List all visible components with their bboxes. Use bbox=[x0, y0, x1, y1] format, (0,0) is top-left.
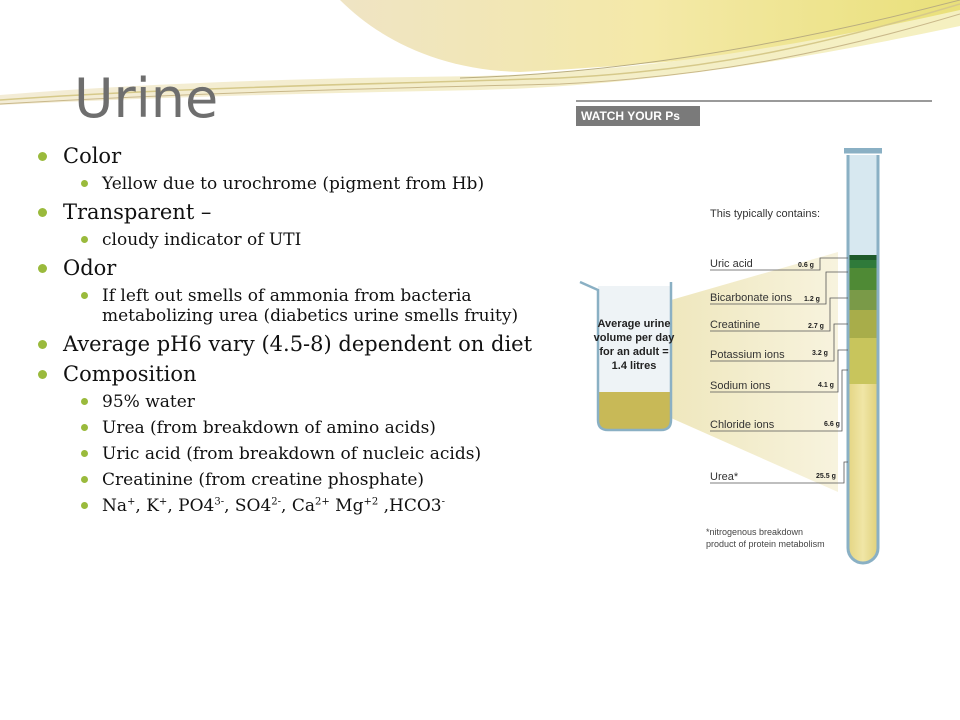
bullet-text: Urea (from breakdown of amino acids) bbox=[102, 418, 436, 438]
band-uric-acid bbox=[848, 255, 878, 260]
contains-label: This typically contains: bbox=[710, 208, 821, 220]
component-name: Sodium ions bbox=[710, 380, 771, 392]
bullet-text: Uric acid (from breakdown of nucleic acids) bbox=[102, 444, 482, 464]
bullet-dot bbox=[81, 398, 88, 405]
figure-canvas bbox=[576, 100, 932, 570]
sub-bullet-ammonia bbox=[36, 286, 566, 326]
bullet-ph bbox=[36, 332, 566, 356]
bullet-list bbox=[36, 138, 566, 516]
footnote-line-1: *nitrogenous breakdown bbox=[706, 527, 804, 537]
bullet-text: 95% water bbox=[102, 392, 195, 412]
ion-ca: Ca bbox=[291, 496, 316, 516]
bullet-text: If left out smells of ammonia from bacteria metabolizing urea (diabetics urine smells fruity) bbox=[102, 286, 519, 326]
bullet-text: Composition bbox=[63, 362, 197, 386]
bullet-text: Average pH6 vary (4.5-8) dependent on diet bbox=[63, 332, 533, 356]
component-amount: 6.6 g bbox=[824, 421, 840, 428]
figure-header: WATCH YOUR Ps bbox=[581, 109, 680, 123]
band-uric-acid-2 bbox=[848, 260, 878, 268]
bullet-text: Creatinine (from creatine phosphate) bbox=[102, 470, 425, 490]
component-amount: 0.6 g bbox=[798, 262, 814, 269]
bullet-dot bbox=[38, 152, 47, 161]
component-name: Bicarbonate ions bbox=[710, 292, 792, 304]
component-amount: 2.7 g bbox=[808, 323, 824, 330]
bullet-dot bbox=[38, 340, 47, 349]
bullet-text: cloudy indicator of UTI bbox=[102, 230, 302, 250]
component-amount: 3.2 g bbox=[812, 350, 828, 357]
sub-bullet-uric-acid bbox=[36, 444, 566, 464]
bullet-dot bbox=[81, 236, 88, 243]
ion-charge: +2 bbox=[363, 496, 379, 508]
sub-bullet-water bbox=[36, 392, 566, 412]
bullet-text: Odor bbox=[63, 256, 117, 280]
bullet-dot bbox=[38, 370, 47, 379]
ion-charge: 3- bbox=[214, 496, 225, 508]
urine-composition-figure bbox=[576, 100, 932, 570]
bullet-transparent bbox=[36, 200, 566, 224]
ion-po4: PO4 bbox=[178, 496, 215, 516]
sub-bullet-urea bbox=[36, 418, 566, 438]
band-bicarbonate bbox=[848, 268, 878, 290]
ion-charge: 2+ bbox=[315, 496, 330, 508]
bullet-dot bbox=[38, 208, 47, 217]
ion-mg: Mg bbox=[335, 496, 364, 516]
ion-charge: 2- bbox=[271, 496, 282, 508]
bullet-composition bbox=[36, 362, 566, 386]
ion-hco3: ,HCO3 bbox=[383, 496, 442, 516]
footnote-line-2: product of protein metabolism bbox=[706, 539, 825, 549]
bullet-text: Color bbox=[63, 144, 122, 168]
bullet-dot bbox=[81, 502, 88, 509]
ion-na: Na bbox=[102, 496, 128, 516]
sub-bullet-urochrome bbox=[36, 174, 566, 194]
bullet-dot bbox=[81, 476, 88, 483]
separator: , bbox=[281, 496, 287, 516]
separator: , bbox=[135, 496, 141, 516]
component-amount: 1.2 g bbox=[804, 296, 820, 303]
ion-charge: + bbox=[127, 496, 136, 508]
figure-top-rule bbox=[576, 100, 932, 102]
beaker-text-line-3: for an adult = bbox=[599, 346, 669, 358]
ion-charge: + bbox=[158, 496, 168, 508]
band-creatinine bbox=[848, 290, 878, 310]
component-name: Chloride ions bbox=[710, 419, 775, 431]
component-amount: 4.1 g bbox=[818, 382, 834, 389]
sub-bullet-ions bbox=[36, 496, 566, 516]
tube-contents bbox=[848, 155, 878, 570]
bullet-text: Yellow due to urochrome (pigment from Hb) bbox=[102, 174, 485, 194]
bullet-dot bbox=[81, 424, 88, 431]
sub-bullet-uti bbox=[36, 230, 566, 250]
separator: , bbox=[224, 496, 230, 516]
bullet-dot bbox=[81, 292, 88, 299]
bullet-color bbox=[36, 144, 566, 168]
ion-k: K bbox=[146, 496, 159, 516]
bullet-odor bbox=[36, 256, 566, 280]
separator: , bbox=[167, 496, 173, 516]
ion-charge: - bbox=[441, 496, 446, 508]
component-amount: 25.5 g bbox=[816, 473, 836, 480]
component-name: Uric acid bbox=[710, 258, 753, 270]
slide-title: Urine bbox=[74, 67, 219, 130]
component-name: Potassium ions bbox=[710, 349, 785, 361]
beaker-text-line-1: Average urine bbox=[597, 318, 671, 330]
bullet-text: Transparent – bbox=[63, 200, 212, 224]
band-sodium-chloride bbox=[848, 338, 878, 384]
bullet-dot bbox=[81, 450, 88, 457]
beaker-text-line-4: 1.4 litres bbox=[611, 360, 657, 372]
ions-line bbox=[102, 496, 445, 516]
tube-empty bbox=[848, 155, 878, 255]
band-urea bbox=[848, 384, 878, 570]
band-potassium bbox=[848, 310, 878, 338]
component-name: Creatinine bbox=[710, 319, 761, 331]
component-name: Urea* bbox=[710, 471, 739, 483]
ion-so4: SO4 bbox=[234, 496, 272, 516]
bullet-dot bbox=[81, 180, 88, 187]
sub-bullet-creatinine bbox=[36, 470, 566, 490]
beaker-text-line-2: volume per day bbox=[593, 332, 675, 344]
bullet-dot bbox=[38, 264, 47, 273]
